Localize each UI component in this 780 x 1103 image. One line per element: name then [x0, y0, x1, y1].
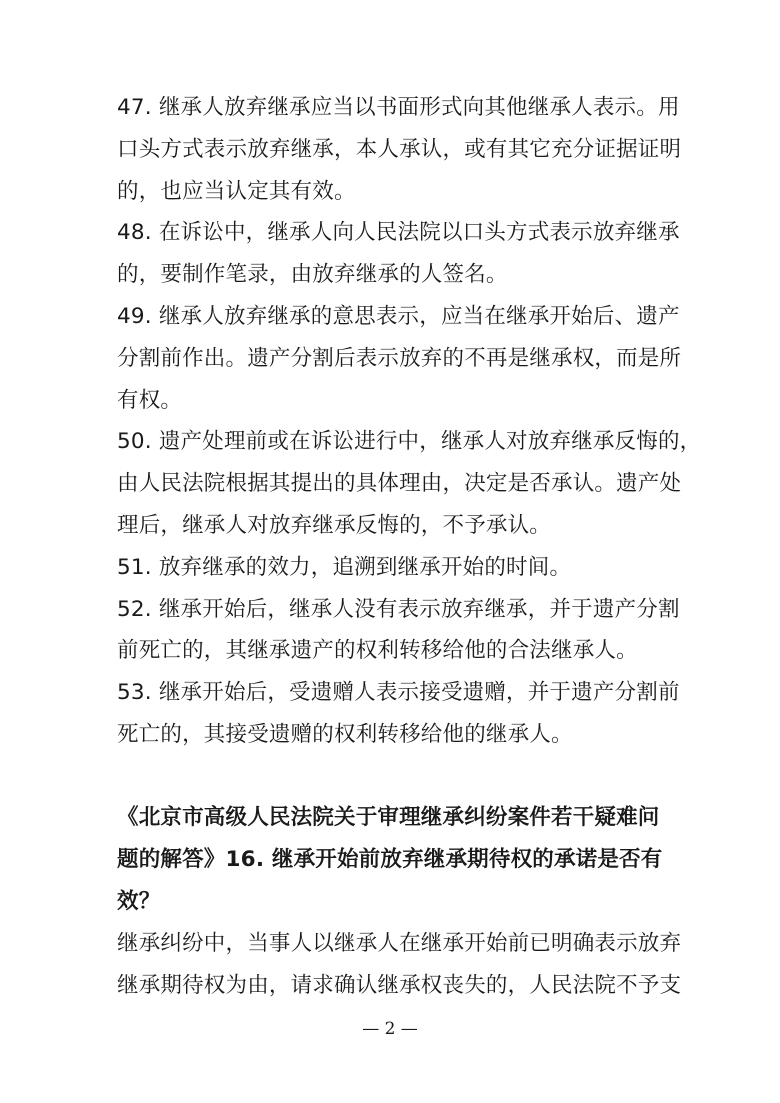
item-49-line-3: 有权。 — [117, 388, 183, 413]
section-heading-line-1: 《北京市高级人民法院关于审理继承纠纷案件若干疑难问 — [117, 805, 660, 830]
item-47-number: 47. — [117, 95, 152, 120]
section-heading-line-3: 效？ — [117, 889, 161, 914]
item-50-line-3: 理后，继承人对放弃继承反悔的，不予承认。 — [117, 513, 552, 538]
item-48-number: 48. — [117, 220, 152, 245]
item-47-line-3: 的，也应当认定其有效。 — [117, 179, 356, 204]
page-number: — 2 — — [362, 1019, 418, 1039]
item-48-line-1: 48. 在诉讼中，继承人向人民法院以口头方式表示放弃继承 — [117, 220, 680, 245]
section-body-line-2: 继承期待权为由，请求确认继承权丧失的，人民法院不予支 — [117, 973, 682, 998]
item-51-number: 51. — [117, 555, 152, 580]
item-49-line-2: 分割前作出。遗产分割后表示放弃的不再是继承权，而是所 — [117, 346, 682, 371]
item-52-line-1: 52. 继承开始后，继承人没有表示放弃继承，并于遗产分割 — [117, 597, 680, 622]
item-52-line-2: 前死亡的，其继承遗产的权利转移给他的合法继承人。 — [117, 638, 638, 663]
item-52-number: 52. — [117, 597, 152, 622]
item-50-line-2: 由人民法院根据其提出的具体理由，决定是否承认。遗产处 — [117, 471, 682, 496]
section-body-line-1: 继承纠纷中，当事人以继承人在继承开始前已明确表示放弃 — [117, 931, 682, 956]
item-48-line-2: 的，要制作笔录，由放弃继承的人签名。 — [117, 262, 508, 287]
item-49-line-1: 49. 继承人放弃继承的意思表示，应当在继承开始后、遗产 — [117, 304, 680, 329]
item-49-number: 49. — [117, 304, 152, 329]
item-53-line-2: 死亡的，其接受遗赠的权利转移给他的继承人。 — [117, 722, 573, 747]
item-50-number: 50. — [117, 429, 152, 454]
section-heading-line-2: 题的解答》16. 继承开始前放弃继承期待权的承诺是否有 — [117, 847, 663, 872]
item-47-line-1: 47. 继承人放弃继承应当以书面形式向其他继承人表示。用 — [117, 95, 680, 120]
item-47-line-2: 口头方式表示放弃继承，本人承认，或有其它充分证据证明 — [117, 137, 682, 162]
item-50-line-1: 50. 遗产处理前或在诉讼进行中，继承人对放弃继承反悔的， — [117, 429, 702, 454]
item-53-number: 53. — [117, 680, 152, 705]
item-53-line-1: 53. 继承开始后，受遗赠人表示接受遗赠，并于遗产分割前 — [117, 680, 680, 705]
item-51-line-1: 51. 放弃继承的效力，追溯到继承开始的时间。 — [117, 555, 572, 580]
